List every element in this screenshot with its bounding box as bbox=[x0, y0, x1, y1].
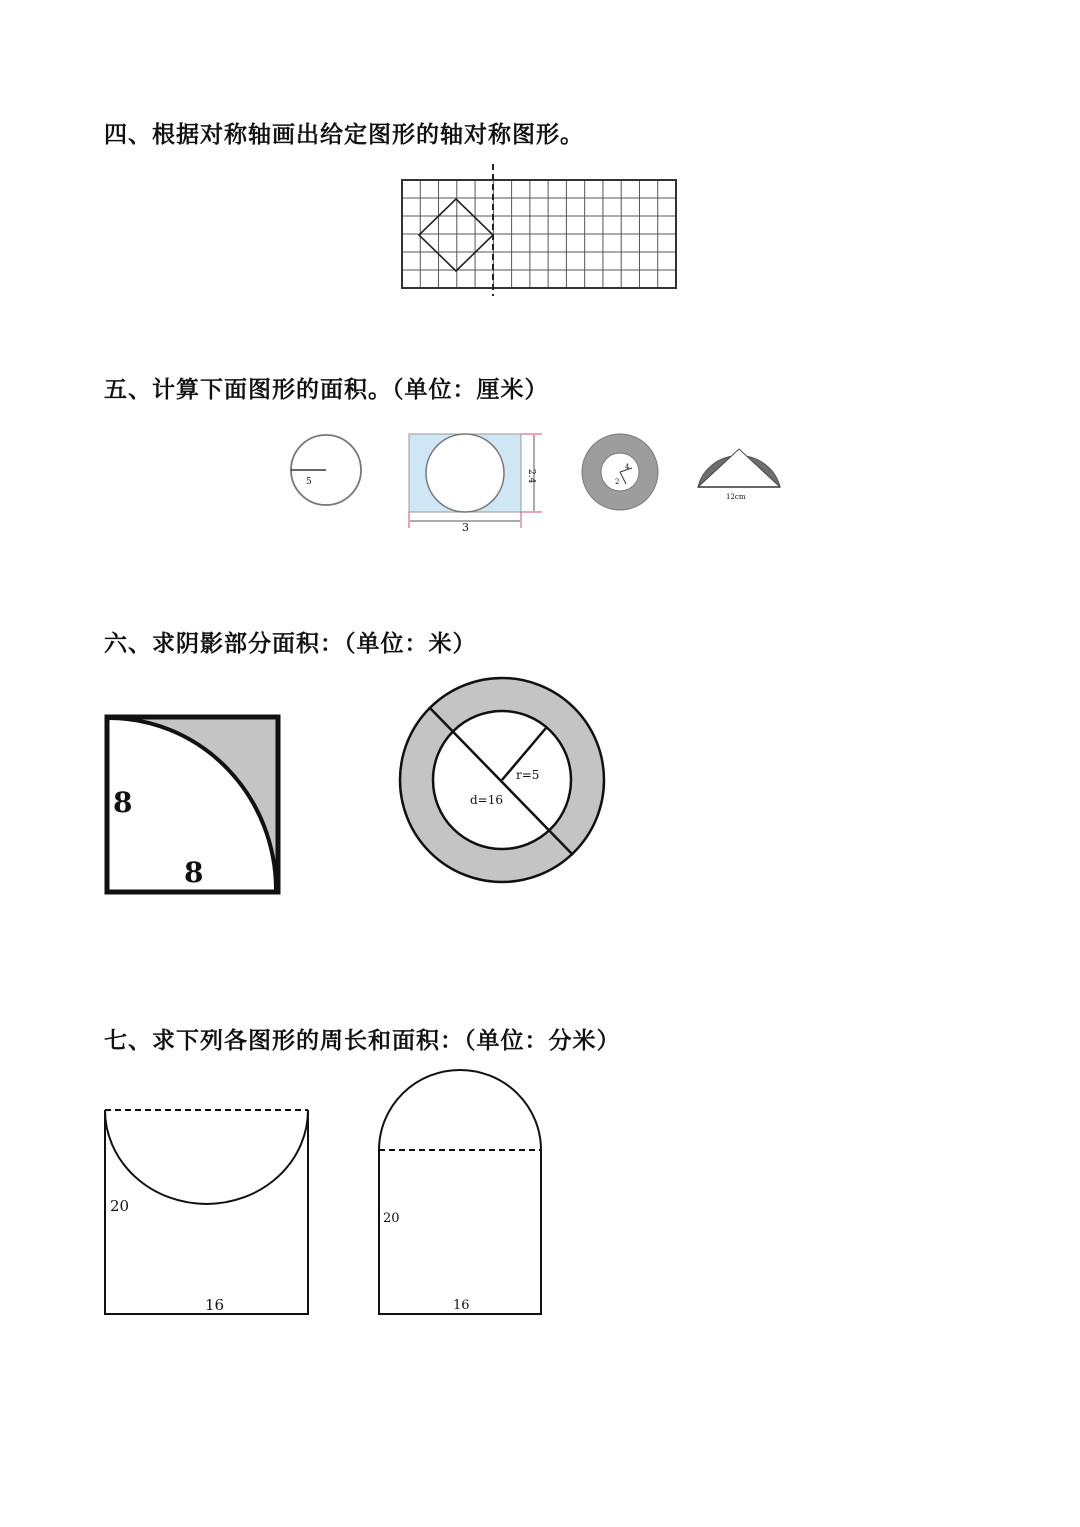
section-5-title: 五、计算下面图形的面积。（单位：厘米） bbox=[104, 377, 549, 403]
rect-width-label: 3 bbox=[462, 521, 469, 534]
square-side-left-label: 8 bbox=[113, 786, 133, 819]
section-7-title: 七、求下列各图形的周长和面积：（单位：分米） bbox=[104, 1028, 621, 1054]
rect-circle-figure bbox=[404, 430, 554, 535]
circle-radius-figure bbox=[288, 432, 368, 512]
ring-inner-label: 2 bbox=[615, 478, 620, 486]
semicircle-base-label: 12cm bbox=[726, 493, 746, 501]
rect-semicircle-cut-figure bbox=[102, 1104, 312, 1318]
square-side-bottom-label: 8 bbox=[184, 856, 204, 889]
symmetry-grid-figure bbox=[400, 162, 680, 297]
grid-lines bbox=[402, 180, 676, 288]
fig2-width-label: 16 bbox=[453, 1298, 470, 1313]
diamond-shape bbox=[419, 199, 493, 271]
ring-shaded-figure bbox=[396, 676, 608, 888]
semicircle-triangle-figure bbox=[694, 445, 786, 505]
rect-outline bbox=[105, 1110, 308, 1314]
quarter-circle-square-figure bbox=[104, 714, 282, 896]
ring-outer-label: 4 bbox=[625, 463, 630, 471]
section-6-title: 六、求阴影部分面积：（单位：米） bbox=[104, 631, 477, 657]
semicircle-cut bbox=[105, 1110, 308, 1204]
fig1-width-label: 16 bbox=[205, 1296, 225, 1314]
circle-radius-label: 5 bbox=[306, 477, 312, 487]
ring-diameter-label: d=16 bbox=[470, 793, 504, 807]
fig2-height-label: 20 bbox=[383, 1211, 400, 1226]
fig1-height-label: 20 bbox=[110, 1197, 130, 1215]
section-4-title: 四、根据对称轴画出给定图形的轴对称图形。 bbox=[104, 122, 584, 148]
annulus-figure bbox=[580, 432, 662, 514]
inner-circle bbox=[426, 434, 504, 512]
semicircle-top bbox=[379, 1070, 541, 1150]
ring-radius-label: r=5 bbox=[516, 768, 540, 782]
rect-height-label: 2.4 bbox=[526, 469, 536, 484]
rect-outline bbox=[379, 1150, 541, 1314]
rect-semicircle-top-figure bbox=[376, 1066, 546, 1318]
